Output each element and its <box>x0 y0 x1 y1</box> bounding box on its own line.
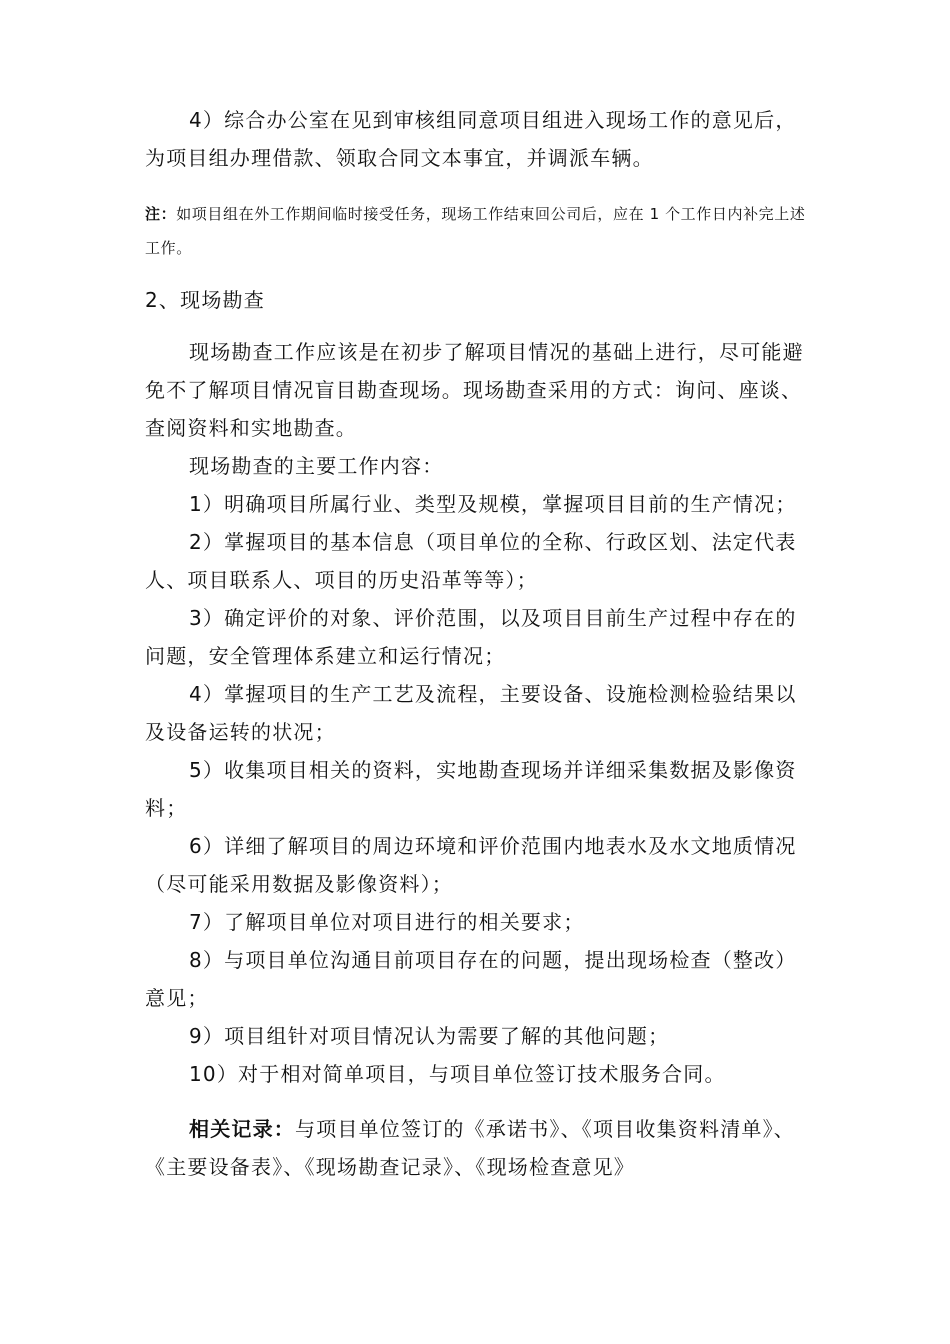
list-item: 4）掌握项目的生产工艺及流程，主要设备、设施检测检验结果以及设备运转的状况； <box>145 682 797 744</box>
list-item: 3）确定评价的对象、评价范围，以及项目目前生产过程中存在的问题，安全管理体系建立和运行情况； <box>145 606 797 668</box>
records-text: 与项目单位签订的《承诺书》、《项目收集资料清单》、《主要设备表》、《现场勘查记录》、《现场检查意见》 <box>145 1117 795 1179</box>
intro-paragraph: 现场勘查工作应该是在初步了解项目情况的基础上进行，尽可能避免不了解项目情况盲目勘查现场。现场勘查采用的方式：询问、座谈、查阅资料和实地勘查。 <box>145 340 804 440</box>
note-paragraph <box>145 197 815 265</box>
list-item: 5）收集项目相关的资料，实地勘查现场并详细采集数据及影像资料； <box>145 758 797 820</box>
list-item: 9）项目组针对项目情况认为需要了解的其他问题； <box>189 1024 670 1048</box>
content-title: 现场勘查的主要工作内容： <box>189 454 444 478</box>
list-item: 10）对于相对简单项目，与项目单位签订技术服务合同。 <box>189 1062 726 1086</box>
list-item: 6）详细了解项目的周边环境和评价范围内地表水及水文地质情况（尽可能采用数据及影像资料）； <box>145 834 797 896</box>
note-label: 注： <box>145 205 177 223</box>
list-item: 1）明确项目所属行业、类型及规模，掌握项目目前的生产情况； <box>189 492 797 516</box>
records-paragraph <box>145 1110 815 1186</box>
section-heading: 2、现场勘查 <box>145 288 265 312</box>
records-label: 相关记录： <box>189 1117 295 1141</box>
list-item: 2）掌握项目的基本信息（项目单位的全称、行政区划、法定代表人、项目联系人、项目的历史沿革等等）； <box>145 530 797 592</box>
list-item: 8）与项目单位沟通目前项目存在的问题，提出现场检查（整改）意见； <box>145 948 797 1010</box>
list-item: 7）了解项目单位对项目进行的相关要求； <box>189 910 585 934</box>
paragraph-item-4-office: 4）综合办公室在见到审核组同意项目组进入现场工作的意见后，为项目组办理借款、领取合同文本事宜，并调派车辆。 <box>145 108 797 170</box>
note-text: 如项目组在外工作期间临时接受任务，现场工作结束回公司后，应在 1 个工作日内补完上述工作。 <box>145 205 806 257</box>
